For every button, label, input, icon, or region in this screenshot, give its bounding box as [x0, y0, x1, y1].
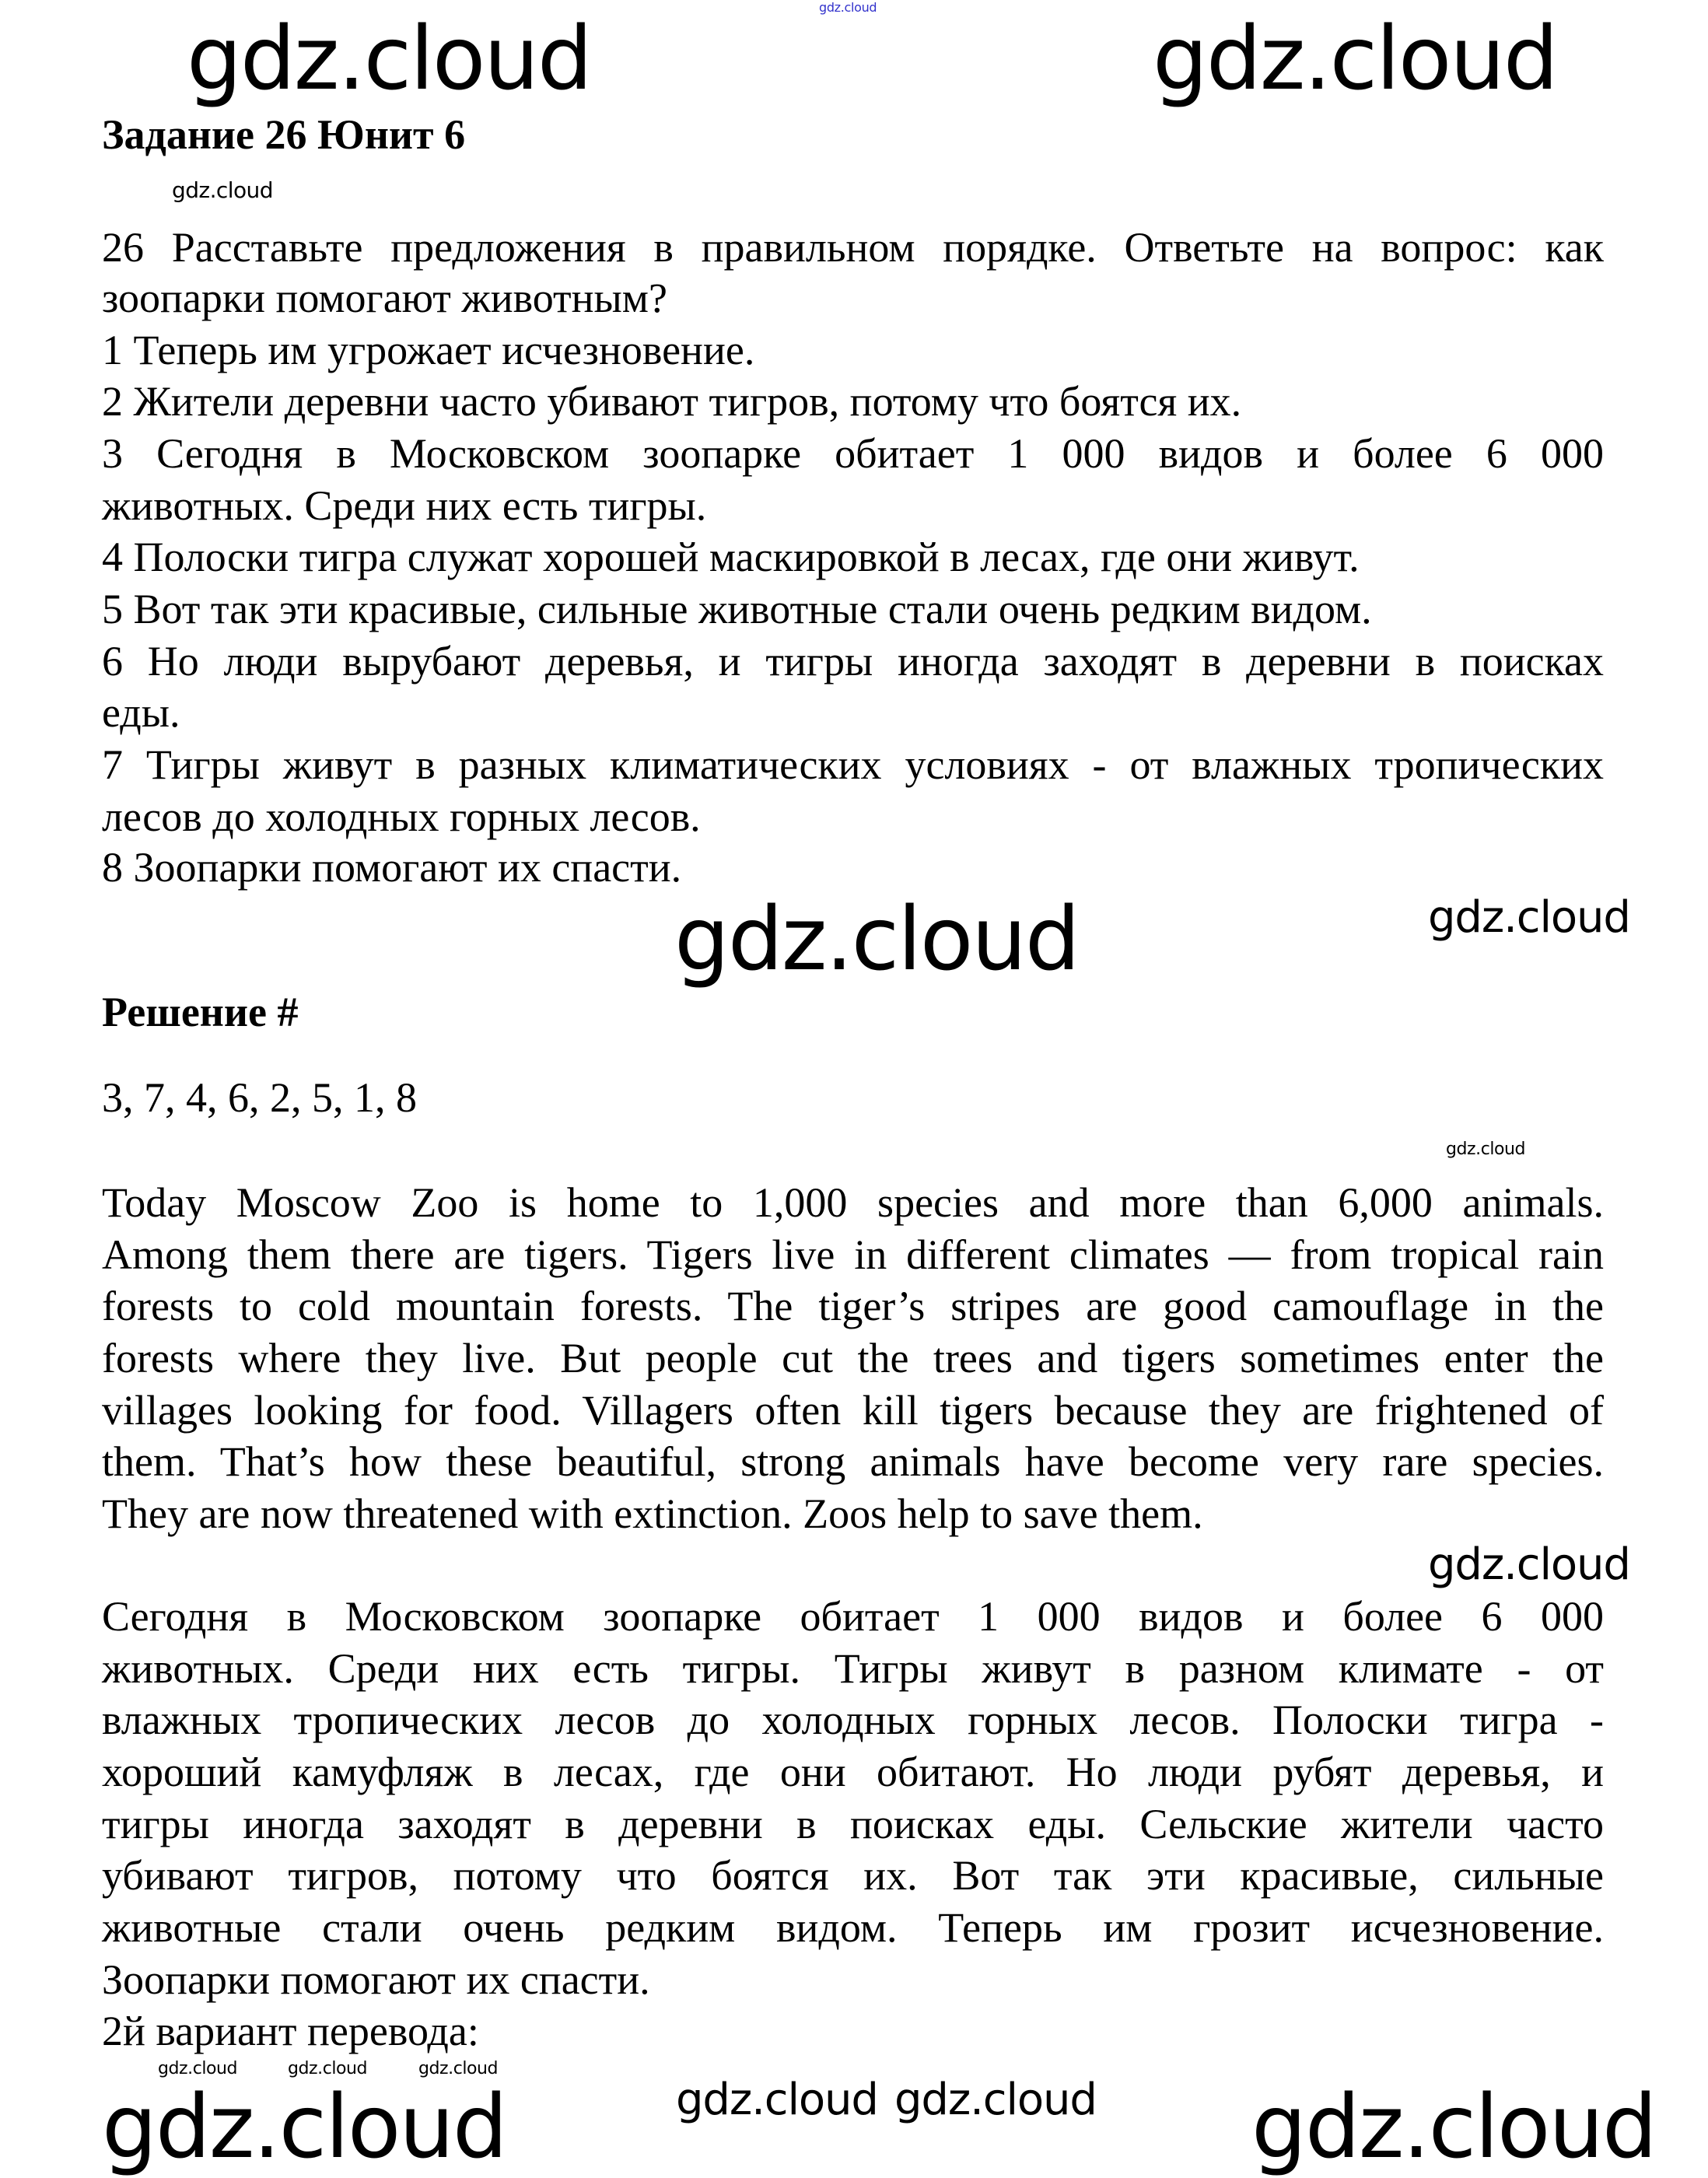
- russian-line: убивают тигров, потому что боятся их. Вот так эти красивые, сильные: [102, 1852, 1604, 1899]
- russian-line: Зоопарки помогают их спасти.: [102, 1956, 650, 2003]
- list-item: 2 Жители деревни часто убивают тигров, потому что боятся их.: [102, 378, 1242, 425]
- list-item: еды.: [102, 689, 180, 736]
- watermark: gdz.cloud: [1251, 2077, 1656, 2178]
- watermark: gdz.cloud: [894, 2075, 1097, 2125]
- english-line: forests to cold mountain forests. The tiger’s stripes are good camouflage in the: [102, 1283, 1604, 1329]
- variant-label: 2й вариант перевода:: [102, 2008, 479, 2054]
- russian-line: животные стали очень редким видом. Теперь им грозит исчезновение.: [102, 1904, 1604, 1951]
- list-item: 4 Полоски тигра служат хорошей маскировкой в лесах, где они живут.: [102, 534, 1360, 580]
- list-item: 5 Вот так эти красивые, сильные животные стали очень редким видом.: [102, 586, 1372, 632]
- english-line: Today Moscow Zoo is home to 1,000 species and more than 6,000 animals.: [102, 1179, 1604, 1226]
- watermark: gdz.cloud: [1446, 1140, 1526, 1159]
- question-line: зоопарки помогают животным?: [102, 275, 667, 321]
- watermark: gdz.cloud: [676, 2075, 878, 2125]
- russian-line: Сегодня в Московском зоопарке обитает 1 000 видов и более 6 000: [102, 1593, 1604, 1640]
- watermark: gdz.cloud: [674, 889, 1079, 990]
- solution-answer: 3, 7, 4, 6, 2, 5, 1, 8: [102, 1074, 417, 1121]
- list-item: 6 Но люди вырубают деревья, и тигры иногда заходят в деревни в поисках: [102, 638, 1604, 685]
- list-item: 7 Тигры живут в разных климатических условиях - от влажных тропических: [102, 741, 1604, 788]
- english-line: forests where they live. But people cut the trees and tigers sometimes enter the: [102, 1335, 1604, 1381]
- russian-line: хороший камуфляж в лесах, где они обитают. Но люди рубят деревья, и: [102, 1749, 1604, 1795]
- watermark: gdz.cloud: [1428, 1539, 1630, 1590]
- watermark: gdz.cloud: [288, 2059, 368, 2078]
- russian-line: тигры иногда заходят в деревни в поисках еды. Сельские жители часто: [102, 1801, 1604, 1847]
- task-title: Задание 26 Юнит 6: [102, 111, 466, 158]
- list-item: 1 Теперь им угрожает исчезновение.: [102, 327, 755, 373]
- watermark-top: gdz.cloud: [819, 0, 877, 15]
- question-line: 26 Расставьте предложения в правильном порядке. Ответьте на вопрос: как: [102, 224, 1604, 271]
- solution-heading: Решение #: [102, 989, 299, 1035]
- english-line: them. That’s how these beautiful, strong animals have become very rare species.: [102, 1438, 1604, 1485]
- list-item: животных. Среди них есть тигры.: [102, 482, 707, 529]
- watermark: gdz.cloud: [418, 2059, 499, 2078]
- russian-line: животных. Среди них есть тигры. Тигры живут в разном климате - от: [102, 1645, 1604, 1692]
- list-item: лесов до холодных горных лесов.: [102, 793, 701, 840]
- list-item: 8 Зоопарки помогают их спасти.: [102, 844, 682, 891]
- english-line: villages looking for food. Villagers often kill tigers because they are frightened of: [102, 1387, 1604, 1434]
- watermark: gdz.cloud: [158, 2059, 238, 2078]
- list-item: 3 Сегодня в Московском зоопарке обитает 1 000 видов и более 6 000: [102, 430, 1604, 477]
- watermark: gdz.cloud: [1153, 9, 1557, 110]
- watermark: gdz.cloud: [187, 9, 591, 110]
- watermark: gdz.cloud: [102, 2077, 506, 2178]
- watermark: gdz.cloud: [172, 177, 273, 203]
- english-line: They are now threatened with extinction. Zoos help to save them.: [102, 1490, 1203, 1537]
- english-line: Among them there are tigers. Tigers live in different climates — from tropical rain: [102, 1231, 1604, 1278]
- watermark: gdz.cloud: [1428, 892, 1630, 943]
- russian-line: влажных тропических лесов до холодных горных лесов. Полоски тигра -: [102, 1697, 1604, 1743]
